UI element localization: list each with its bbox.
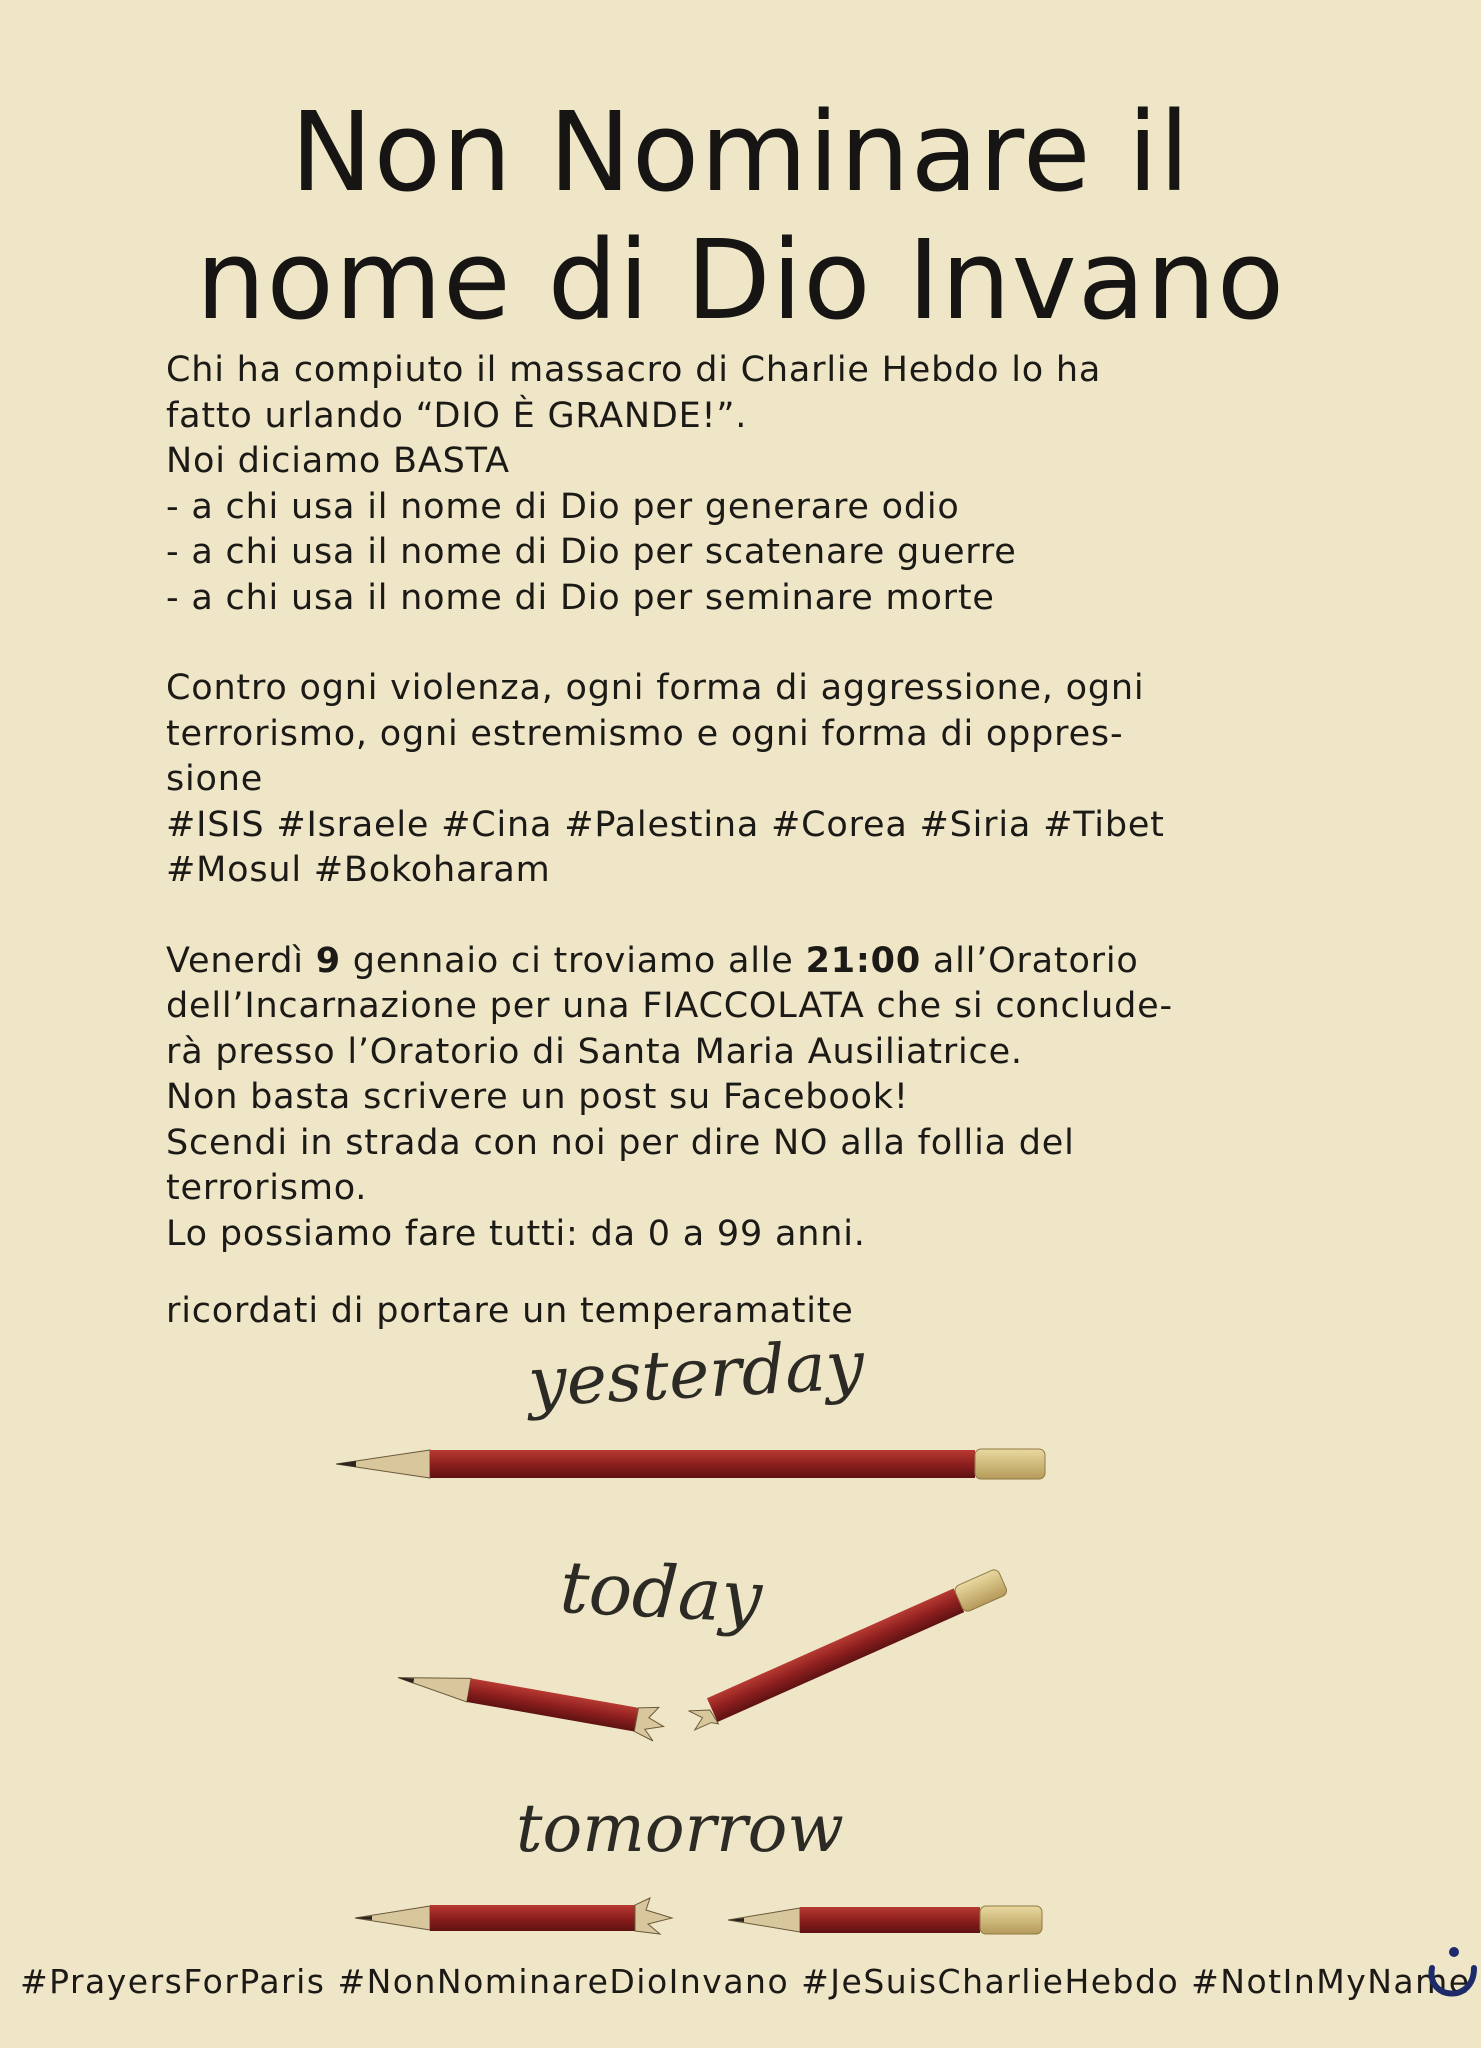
intro-line: - a chi usa il nome di Dio per scatenare guerre (166, 532, 1017, 572)
label-today: today (557, 1544, 765, 1640)
title-line-1: Non Nominare il (290, 88, 1191, 216)
intro-line: Noi diciamo BASTA (166, 441, 510, 481)
short-pencil-left-icon (355, 1898, 672, 1934)
short-pencil-right-icon (728, 1906, 1042, 1934)
event-line: dell’Incarnazione per una FIACCOLATA che si conclude- (166, 986, 1173, 1026)
intro-line: - a chi usa il nome di Dio per seminare morte (166, 577, 995, 618)
whole-pencil-icon (336, 1449, 1045, 1479)
intro-line: fatto urlando “DIO È GRANDE!”. (166, 395, 748, 436)
nun-symbol-icon (1424, 1944, 1480, 2006)
hashtag-footer: #PrayersForParis #NonNominareDioInvano #JeSuisCharlieHebdo #NotInMyName (20, 1962, 1471, 2001)
event-line: Scendi in strada con noi per dire NO alla follia del (166, 1122, 1075, 1163)
intro-line: - a chi usa il nome di Dio per generare odio (166, 486, 960, 527)
reminder-text: ricordati di portare un temperamatite (166, 1291, 854, 1331)
against-line: sione (166, 759, 264, 799)
event-line: Lo possiamo fare tutti: da 0 a 99 anni. (166, 1213, 866, 1254)
broken-pencil-left-icon (395, 1662, 667, 1742)
event-first-line: Venerdì 9 gennaio ci troviamo alle 21:00 all’Oratorio (166, 940, 1139, 981)
against-line: terrorismo, ogni estremismo e ogni forma di oppres- (166, 713, 1124, 754)
label-tomorrow: tomorrow (516, 1790, 844, 1867)
against-line: #Mosul #Bokoharam (166, 850, 551, 890)
label-yesterday: yesterday (526, 1326, 866, 1423)
intro-line: Chi ha compiuto il massacro di Charlie Hebdo lo ha (166, 350, 1102, 390)
broken-pencil-right-icon (685, 1568, 1009, 1734)
against-line: Contro ogni violenza, ogni forma di aggressione, ogni (166, 668, 1145, 708)
event-time: 21:00 (805, 940, 921, 981)
against-line: #ISIS #Israele #Cina #Palestina #Corea #Siria #Tibet (166, 804, 1165, 845)
event-line: rà presso l’Oratorio di Santa Maria Ausiliatrice. (166, 1031, 1023, 1072)
event-line: terrorismo. (166, 1168, 368, 1208)
title-line-2: nome di Dio Invano (195, 216, 1286, 344)
event-day: 9 (315, 940, 341, 981)
event-line: Non basta scrivere un post su Facebook! (166, 1077, 909, 1117)
